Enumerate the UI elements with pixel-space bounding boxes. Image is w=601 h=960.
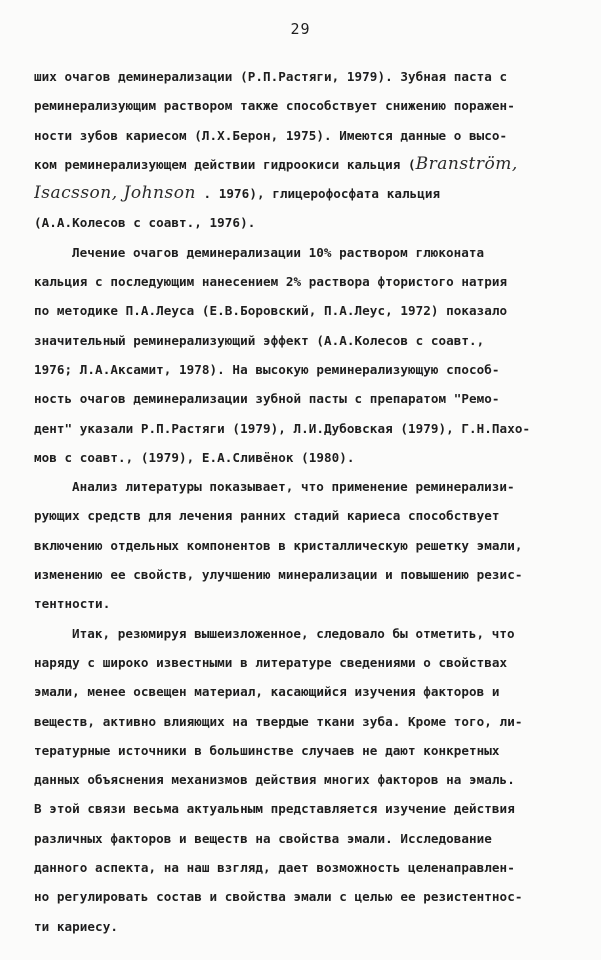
handwritten-insert: Isacsson, Johnson [34, 183, 196, 204]
text-line [34, 443, 574, 472]
text-line [34, 882, 574, 911]
typed-text: тентности. [34, 596, 111, 612]
typed-text: различных факторов и веществ на свойства эмали. Исследование [34, 830, 492, 846]
typed-text: наряду с широко известными в литературе сведениями о свойствах [34, 654, 508, 670]
typed-text: данного аспекта, на наш взгляд, дает возможность целенаправлен- [34, 860, 515, 876]
text-line [34, 208, 574, 237]
typed-text: значительный реминерализующий эффект (А.А.Колесов с соавт., [34, 332, 485, 348]
typed-text: веществ, активно влияющих на твердые ткани зуба. Кроме того, ли- [34, 713, 523, 729]
body-text [34, 62, 574, 941]
text-line [34, 794, 574, 823]
text-line [34, 414, 574, 443]
typed-text: Анализ литературы показывает, что применение реминерализи- [72, 479, 515, 495]
typed-text: рующих средств для лечения ранних стадий кариеса способствует [34, 508, 500, 524]
typed-text: Итак, резюмируя вышеизложенное, следовало бы отметить, что [72, 625, 515, 641]
typed-text: ность очагов деминерализации зубной пасты с препаратом "Ремо- [34, 391, 500, 407]
text-line [34, 501, 574, 530]
text-line [34, 91, 574, 120]
text-line [34, 912, 574, 941]
typed-text: В этой связи весьма актуальным представляется изучение действия [34, 801, 515, 817]
text-line [34, 677, 574, 706]
text-line [34, 707, 574, 736]
text-line [34, 121, 574, 150]
text-line [34, 824, 574, 853]
text-line [34, 736, 574, 765]
page-number: 29 [290, 20, 311, 38]
handwritten-insert: Branström, [415, 153, 518, 174]
text-line [34, 296, 574, 325]
typed-text: мов с соавт., (1979), Е.А.Сливёнок (1980). [34, 449, 355, 465]
typed-text: ности зубов кариесом (Л.Х.Берон, 1975). Имеются данные о высо- [34, 127, 508, 143]
typed-text: эмали, менее освещен материал, касающийся изучения факторов и [34, 684, 500, 700]
typed-text: реминерализующим раствором также способствует снижению поражен- [34, 98, 515, 114]
typed-text: Лечение очагов деминерализации 10% раствором глюконата [72, 244, 485, 260]
typed-text: дент" указали Р.П.Растяги (1979), Л.И.Дубовская (1979), Г.Н.Пахо- [34, 420, 531, 436]
text-line [34, 531, 574, 560]
typed-text: ти кариесу. [34, 918, 118, 934]
typed-text: ком реминерализующем действии гидроокиси кальция ( [34, 156, 416, 172]
text-line [34, 150, 574, 179]
text-line [34, 267, 574, 296]
typed-text: изменению ее свойств, улучшению минерализации и повышению резис- [34, 567, 523, 583]
typed-text: ших очагов деминерализации (Р.П.Растяги, 1979). Зубная паста с [34, 69, 508, 84]
typed-text: данных объяснения механизмов действия многих факторов на эмаль. [34, 772, 515, 788]
typed-text: (А.А.Колесов с соавт., 1976). [34, 215, 256, 231]
text-line [34, 853, 574, 882]
text-line [34, 648, 574, 677]
text-line [34, 560, 574, 589]
text-line [34, 238, 574, 267]
text-line [34, 62, 574, 91]
typed-text: но регулировать состав и свойства эмали с целью ее резистентнос- [34, 889, 523, 905]
typed-text: кальция с последующим нанесением 2% раствора фтористого натрия [34, 274, 508, 290]
text-line [34, 589, 574, 618]
typed-text: . 1976), глицерофосфата кальция [195, 186, 441, 202]
text-line [34, 384, 574, 413]
text-line [34, 619, 574, 648]
text-line [34, 765, 574, 794]
typed-text: по методике П.А.Леуса (Е.В.Боровский, П.А.Леус, 1972) показало [34, 303, 508, 319]
text-line [34, 472, 574, 501]
text-line [34, 355, 574, 384]
text-line [34, 179, 574, 208]
typed-text: тературные источники в большинстве случаев не дают конкретных [34, 742, 500, 758]
text-line [34, 326, 574, 355]
typed-text: включению отдельных компонентов в кристаллическую решетку эмали, [34, 537, 523, 553]
typed-text: 1976; Л.А.Аксамит, 1978). На высокую реминерализующую способ- [34, 361, 500, 377]
